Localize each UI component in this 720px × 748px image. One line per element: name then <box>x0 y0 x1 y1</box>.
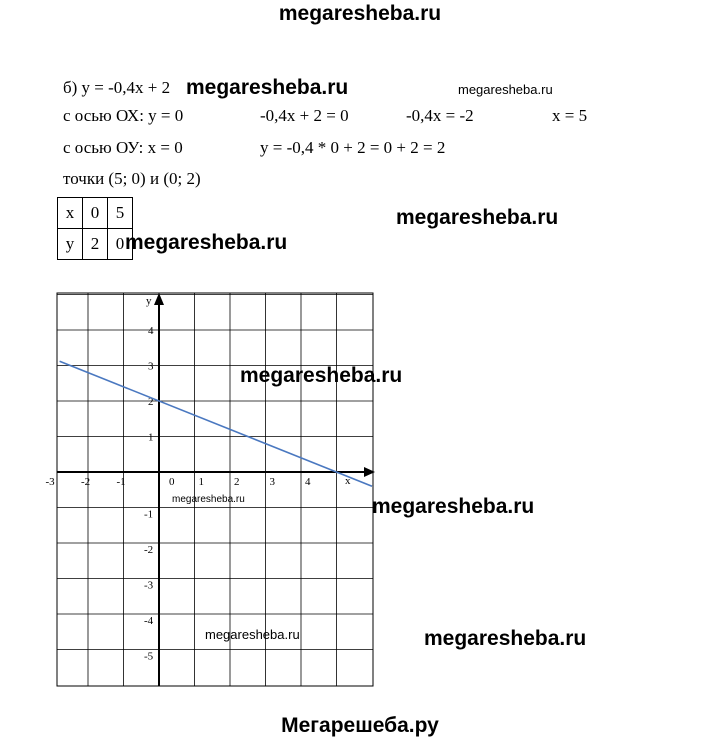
watermark-4: megaresheba.ru <box>240 364 403 387</box>
y-tick-label: -3 <box>144 579 154 592</box>
watermark-1: megaresheba.ru <box>186 76 349 99</box>
y-tick-label: -2 <box>144 544 154 556</box>
y-tick-label: 2 <box>148 396 154 408</box>
watermark-3: megaresheba.ru <box>396 206 559 229</box>
x-axis-label: x <box>345 475 351 487</box>
watermark-9: megaresheba.ru <box>125 231 288 254</box>
y-tick-label: 3 <box>148 360 154 373</box>
x-tick-label: 1 <box>198 476 204 488</box>
watermark-6: megaresheba.ru <box>372 495 535 518</box>
x-tick-label: 2 <box>234 476 240 488</box>
watermark-5: megaresheba.ru <box>172 494 245 505</box>
x-tick-label: 3 <box>269 476 275 488</box>
y-tick-label: 1 <box>148 431 154 444</box>
x-tick-label: -2 <box>81 476 91 488</box>
oy-intersection-label: с осью ОУ: x = 0 <box>63 138 183 157</box>
table-cell: 5 <box>108 198 133 229</box>
site-footer: Мегарешеба.ру <box>281 714 439 737</box>
y-tick-label: -4 <box>144 615 154 627</box>
x-tick-label: -3 <box>45 476 55 488</box>
y-tick-label: -1 <box>144 508 154 521</box>
ox-step-1: -0,4x + 2 = 0 <box>260 106 349 125</box>
table-cell: 0 <box>83 198 108 229</box>
x-tick-label: 0 <box>169 476 175 488</box>
y-tick-label: 4 <box>148 325 154 337</box>
table-cell: 0 <box>108 229 133 260</box>
table-cell: 2 <box>83 229 108 260</box>
y-axis-label: y <box>146 295 152 307</box>
x-tick-label: -1 <box>116 476 126 488</box>
ox-result: x = 5 <box>552 106 588 125</box>
watermark-2: megaresheba.ru <box>458 82 553 97</box>
table-cell-head: x <box>58 198 83 229</box>
watermark-8: megaresheba.ru <box>424 627 587 650</box>
y-tick-label: -5 <box>144 650 154 663</box>
watermark-7: megaresheba.ru <box>205 627 300 642</box>
points-line: точки (5; 0) и (0; 2) <box>63 169 201 188</box>
site-header: megaresheba.ru <box>278 2 442 25</box>
equation-b: б) y = -0,4x + 2 <box>63 78 171 97</box>
x-tick-label: 4 <box>305 476 311 488</box>
ox-intersection-label: с осью ОХ: y = 0 <box>63 106 184 125</box>
ox-step-2: -0,4x = -2 <box>406 106 474 125</box>
oy-calculation: y = -0,4 * 0 + 2 = 0 + 2 = 2 <box>260 138 446 157</box>
table-cell-head: y <box>58 229 83 260</box>
